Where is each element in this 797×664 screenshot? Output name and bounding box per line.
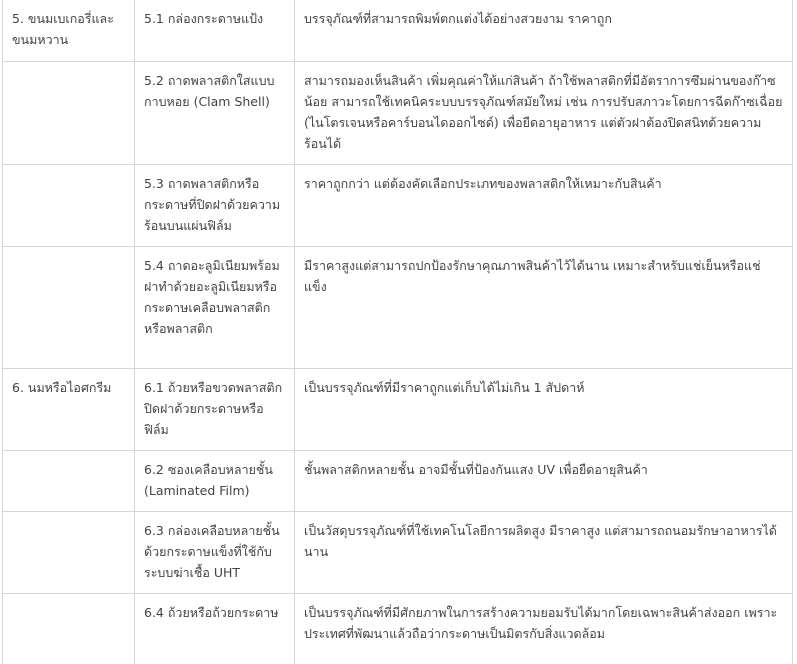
description-cell: สามารถมองเห็นสินค้า เพิ่มคุณค่าให้แก่สินค้า ถ้าใช้พลาสติกที่มีอัตราการซึมผ่านของก๊าซน้อย สามารถใช้เทคนิคระบบบรรจุภัณฑ์สมัยใหม่ เช่น การปรับสภาวะโดยการฉีดก๊าซเฉื่อย (ไนโตรเจนหรือคาร์บอนไดออกไซด์) เพื่อยืดอายุอาหาร แต่ตัวฝาต้องปิดสนิทด้วยความร้อนได้ [295,62,793,165]
description-cell: ราคาถูกกว่า แต่ต้องคัดเลือกประเภทของพลาสติกให้เหมาะกับสินค้า [295,165,793,247]
table-row [3,594,793,664]
category-cell: 5. ขนมเบเกอรี่และขนมหวาน [3,0,135,62]
package-type-cell: 6.4 ถ้วยหรือถ้วยกระดาษ [135,594,295,664]
category-cell [3,594,135,664]
category-cell [3,165,135,247]
table-row [3,62,793,165]
category-cell [3,451,135,512]
package-type-cell: 5.1 กล่องกระดาษแป้ง [135,0,295,62]
table-row [3,165,793,247]
description-cell: เป็นบรรจุภัณฑ์ที่มีราคาถูกแต่เก็บได้ไม่เกิน 1 สัปดาห์ [295,369,793,451]
package-type-cell: 6.1 ถ้วยหรือขวดพลาสติกปิดฝาด้วยกระดาษหรือฟิล์ม [135,369,295,451]
package-type-cell: 5.3 ถาดพลาสติกหรือกระดาษที่ปิดฝาด้วยความร้อนบนแผ่นฟิล์ม [135,165,295,247]
category-cell [3,512,135,594]
package-type-cell: 6.2 ซองเคลือบหลายชั้น (Laminated Film) [135,451,295,512]
category-cell [3,62,135,165]
table-row [3,512,793,594]
package-type-cell: 5.2 ถาดพลาสติกใสแบบกาบหอย (Clam Shell) [135,62,295,165]
category-cell [3,247,135,369]
description-cell: มีราคาสูงแต่สามารถปกป้องรักษาคุณภาพสินค้าไว้ได้นาน เหมาะสำหรับแช่เย็นหรือแช่แข็ง [295,247,793,369]
description-cell: เป็นวัสดุบรรจุภัณฑ์ที่ใช้เทคโนโลยีการผลิตสูง มีราคาสูง แต่สามารถถนอมรักษาอาหารได้นาน [295,512,793,594]
table-row [3,451,793,512]
description-cell: เป็นบรรจุภัณฑ์ที่มีศักยภาพในการสร้างความยอมรับได้มากโดยเฉพาะสินค้าส่งออก เพราะประเทศที่พัฒนาแล้วถือว่ากระดาษเป็นมิตรกับสิ่งแวดล้อม [295,594,793,664]
packaging-table [2,0,793,664]
package-type-cell: 5.4 ถาดอะลูมิเนียมพร้อมฝาทำด้วยอะลูมิเนียมหรือกระดาษเคลือบพลาสติกหรือพลาสติก [135,247,295,369]
category-cell: 6. นมหรือไอศกรีม [3,369,135,451]
description-cell: ชั้นพลาสติกหลายชั้น อาจมีชั้นที่ป้องกันแสง UV เพื่อยืดอายุสินค้า [295,451,793,512]
table-row [3,247,793,369]
table-row [3,0,793,62]
package-type-cell: 6.3 กล่องเคลือบหลายชั้นด้วยกระดาษแข็งที่ใช้กับระบบฆ่าเชื้อ UHT [135,512,295,594]
description-cell: บรรจุภัณฑ์ที่สามารถพิมพ์ตกแต่งได้อย่างสวยงาม ราคาถูก [295,0,793,62]
table-row [3,369,793,451]
